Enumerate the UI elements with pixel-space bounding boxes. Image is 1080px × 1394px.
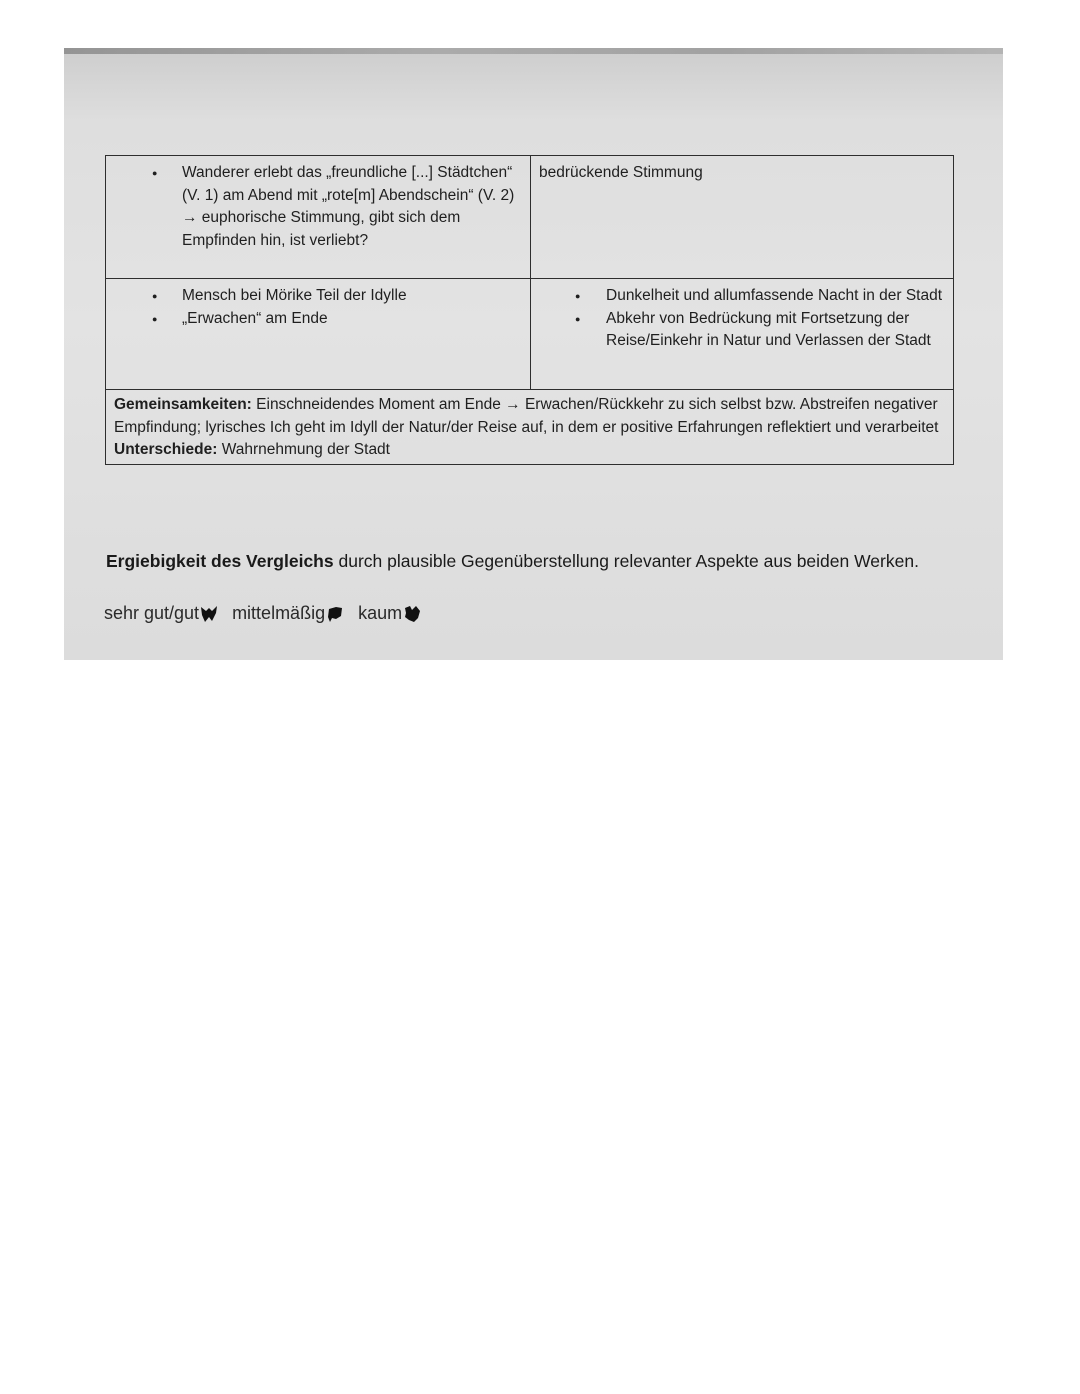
table-row [106, 156, 953, 279]
summary-cell [106, 390, 953, 464]
unterschiede-text [114, 439, 945, 462]
bullet-list [539, 285, 945, 353]
photo-edge [64, 48, 1003, 54]
gemeinsamkeiten-label: Gemeinsamkeiten: [114, 396, 252, 413]
rating-option-label: sehr gut/gut [104, 603, 200, 623]
cell-text: bedrückende Stimmung [539, 164, 703, 181]
bullet-list [114, 162, 522, 252]
rating-option [104, 603, 218, 624]
unterschiede-body: Wahrnehmung der Stadt [221, 441, 390, 458]
rating-criterion-rest: durch plausible Gegenüberstellung relevanter Aspekte aus beiden Werken. [338, 551, 919, 571]
rating-option-label: mittelmäßig [232, 603, 326, 623]
list-item: ● „Erwachen“ am Ende [114, 308, 522, 331]
table-row [106, 279, 953, 390]
gemeinsamkeiten-body: Einschneidendes Moment am Ende → Erwachen/Rückkehr zu sich selbst bzw. Abstreifen negativer Empfindung; lyrisches Ich geht im Idyll der Natur/der Reise auf, in dem er positive Erfahrungen reflektiert und verarbeitet [114, 396, 939, 436]
rating-option-label: kaum [358, 603, 403, 623]
table-cell [531, 156, 953, 278]
comparison-table [105, 155, 954, 465]
list-item: ● Wanderer erlebt das „freundliche [...] Städtchen“ (V. 1) am Abend mit „rote[m] Abendschein“ (V. 2) → euphorische Stimmung, gibt sich dem Empfinden hin, ist verliebt? [114, 162, 522, 252]
list-item: ● Dunkelheit und allumfassende Nacht in der Stadt [539, 285, 945, 308]
rating-option [232, 603, 344, 624]
list-item: ● Mensch bei Mörike Teil der Idylle [114, 285, 522, 308]
rating-criterion-bold: Ergiebigkeit des Vergleichs [106, 551, 334, 571]
table-cell [531, 279, 953, 389]
scribble-mark-icon [200, 605, 218, 623]
bullet-list [114, 285, 522, 330]
rating-criterion [106, 551, 919, 572]
rating-options [104, 603, 435, 624]
table-cell [106, 156, 531, 278]
document-photo [64, 48, 1003, 660]
gemeinsamkeiten-text [114, 394, 945, 439]
list-item: ● Abkehr von Bedrückung mit Fortsetzung der Reise/Einkehr in Natur und Verlassen der Stadt [539, 308, 945, 353]
rating-option [358, 603, 421, 624]
table-cell [106, 279, 531, 389]
scribble-mark-icon [326, 605, 344, 623]
scribble-mark-icon [403, 605, 421, 623]
unterschiede-label: Unterschiede: [114, 441, 218, 458]
